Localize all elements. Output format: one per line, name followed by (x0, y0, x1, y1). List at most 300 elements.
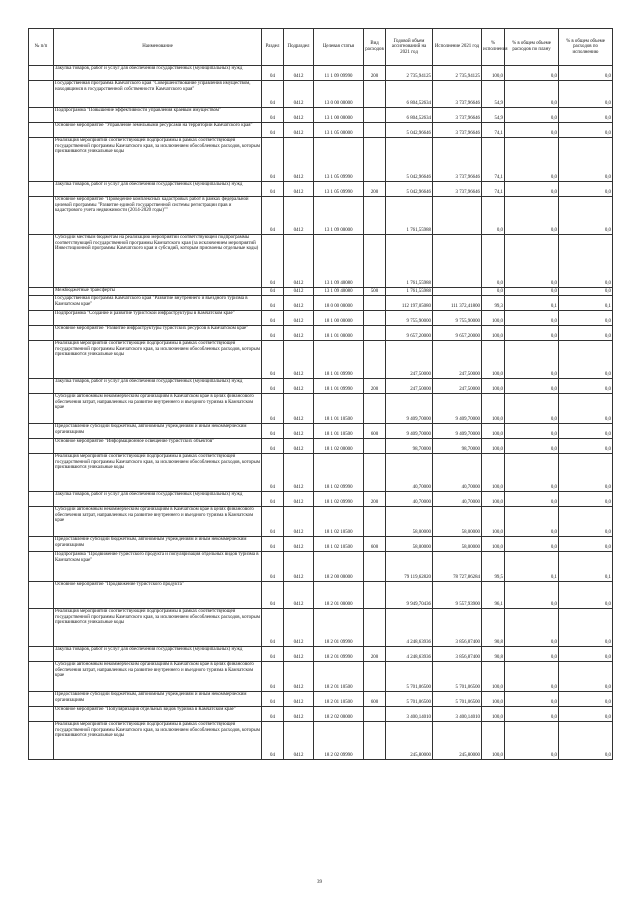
cell-vr (364, 582, 386, 609)
cell-num (29, 552, 54, 582)
cell-csr: 13 1 00 00000 (314, 108, 364, 123)
cell-razdel: 04 (262, 108, 284, 123)
cell-name: Предоставление субсидий бюджетным, автономным учреждениям и иным некоммерческим организациям (54, 537, 262, 552)
table-row (29, 123, 613, 138)
cell-pct-plan: 0,0 (505, 66, 559, 81)
cell-name: Реализация мероприятий соответствующей подпрограммы в рамках соответствующей государственной программы Камчатского края, за исключением обособленных расходов, которым присваиваются уникальные коды (54, 138, 262, 182)
cell-pct-plan: 0,0 (505, 722, 559, 760)
cell-plan: 6 804,52634 (386, 108, 433, 123)
cell-csr: 13 0 00 00000 (314, 81, 364, 108)
cell-num (29, 707, 54, 722)
cell-pct-plan: 0,0 (505, 582, 559, 609)
cell-podrazdel: 0412 (284, 326, 314, 341)
cell-plan: 79 119,62820 (386, 552, 433, 582)
cell-podrazdel: 0412 (284, 66, 314, 81)
cell-name: Закупка товаров, работ и услуг для обеспечения государственных (муниципальных) нужд (54, 182, 262, 197)
cell-plan: 58,00000 (386, 507, 433, 537)
cell-fact: 3 856,87400 (433, 647, 482, 662)
table-row (29, 66, 613, 81)
cell-pct: 100,0 (482, 379, 505, 394)
cell-csr: 18 2 01 10500 (314, 692, 364, 707)
cell-pct: 100,0 (482, 439, 505, 454)
cell-fact: 3 737,96646 (433, 123, 482, 138)
cell-name: Основное мероприятие "Популяризация отдельных видов туризма в Камчатском крае" (54, 707, 262, 722)
cell-fact: 40,70000 (433, 454, 482, 492)
cell-pct-exec: 0,0 (559, 326, 613, 341)
cell-pct-exec: 0,0 (559, 311, 613, 326)
cell-name: Межбюджетные трансферты (54, 288, 262, 296)
cell-razdel: 04 (262, 647, 284, 662)
cell-fact: 5 701,06500 (433, 662, 482, 692)
cell-num (29, 296, 54, 311)
cell-fact: 9 409,70000 (433, 394, 482, 424)
cell-pct: 100,0 (482, 707, 505, 722)
cell-razdel: 04 (262, 288, 284, 296)
cell-plan: 40,70000 (386, 454, 433, 492)
cell-podrazdel: 0412 (284, 81, 314, 108)
cell-podrazdel: 0412 (284, 182, 314, 197)
cell-razdel: 04 (262, 66, 284, 81)
cell-plan: 98,70000 (386, 439, 433, 454)
cell-podrazdel: 0412 (284, 722, 314, 760)
table-row (29, 424, 613, 439)
cell-csr: 18 2 01 10500 (314, 662, 364, 692)
cell-pct: 90,8 (482, 647, 505, 662)
cell-plan: 1 761,55988 (386, 235, 433, 288)
cell-podrazdel: 0412 (284, 424, 314, 439)
cell-csr: 18 1 02 09990 (314, 492, 364, 507)
cell-num (29, 66, 54, 81)
cell-pct-plan: 0,0 (505, 81, 559, 108)
cell-pct: 74,1 (482, 138, 505, 182)
cell-fact: 245,80000 (433, 722, 482, 760)
cell-plan: 5 701,06500 (386, 662, 433, 692)
cell-vr: 500 (364, 288, 386, 296)
table-row (29, 454, 613, 492)
cell-name: Реализация мероприятий соответствующей подпрограммы в рамках соответствующей государственной программы Камчатского края, за исключением обособленных расходов, которым присваиваются уникальные коды (54, 722, 262, 760)
cell-pct-exec: 0,0 (559, 454, 613, 492)
cell-fact: 3 737,96646 (433, 108, 482, 123)
cell-pct-exec: 0,0 (559, 647, 613, 662)
cell-pct-exec: 0,0 (559, 692, 613, 707)
cell-podrazdel: 0412 (284, 454, 314, 492)
table-row (29, 439, 613, 454)
cell-podrazdel: 0412 (284, 647, 314, 662)
table-row (29, 582, 613, 609)
cell-name: Закупка товаров, работ и услуг для обеспечения государственных (муниципальных) нужд (54, 492, 262, 507)
cell-plan: 9 409,70000 (386, 394, 433, 424)
table-row (29, 108, 613, 123)
cell-csr: 18 1 00 00000 (314, 311, 364, 326)
cell-csr: 13 1 05 09990 (314, 182, 364, 197)
cell-podrazdel: 0412 (284, 609, 314, 647)
cell-name: Субсидии автономным некоммерческим организациям в Камчатском крае в целях финансового обеспечения затрат, направленных на развитие внутреннего и въездного туризма в Камчатском крае (54, 662, 262, 692)
cell-csr: 18 1 01 10500 (314, 424, 364, 439)
cell-pct-exec: 0,0 (559, 394, 613, 424)
cell-pct: 99,3 (482, 296, 505, 311)
cell-pct: 54,9 (482, 108, 505, 123)
cell-pct-exec: 0,0 (559, 507, 613, 537)
cell-vr (364, 552, 386, 582)
cell-razdel: 04 (262, 582, 284, 609)
cell-num (29, 311, 54, 326)
cell-fact: 247,50000 (433, 379, 482, 394)
cell-name: Основное мероприятие "Продвижение туристского продукта" (54, 582, 262, 609)
cell-podrazdel: 0412 (284, 692, 314, 707)
cell-num (29, 692, 54, 707)
cell-num (29, 379, 54, 394)
cell-pct-plan: 0,0 (505, 507, 559, 537)
cell-csr: 18 2 01 09990 (314, 647, 364, 662)
cell-vr (364, 454, 386, 492)
cell-razdel: 04 (262, 454, 284, 492)
cell-podrazdel: 0412 (284, 235, 314, 288)
cell-pct-exec: 0,0 (559, 182, 613, 197)
cell-vr (364, 138, 386, 182)
cell-pct-exec: 0,0 (559, 707, 613, 722)
cell-pct: 100,0 (482, 722, 505, 760)
cell-razdel: 04 (262, 609, 284, 647)
cell-fact (433, 235, 482, 288)
cell-pct-plan: 0,0 (505, 341, 559, 379)
table-row (29, 326, 613, 341)
cell-razdel: 04 (262, 341, 284, 379)
table-row (29, 235, 613, 288)
cell-podrazdel: 0412 (284, 507, 314, 537)
cell-podrazdel: 0412 (284, 311, 314, 326)
cell-csr: 18 1 02 10500 (314, 537, 364, 552)
cell-pct-exec: 0,0 (559, 288, 613, 296)
cell-vr: 200 (364, 492, 386, 507)
cell-podrazdel: 0412 (284, 662, 314, 692)
cell-razdel: 04 (262, 662, 284, 692)
table-row (29, 379, 613, 394)
header-pct: % исполнения (482, 29, 505, 66)
cell-pct: 0,0 (482, 197, 505, 235)
table-row (29, 722, 613, 760)
cell-num (29, 722, 54, 760)
cell-csr: 18 0 00 00000 (314, 296, 364, 311)
cell-podrazdel: 0412 (284, 138, 314, 182)
cell-podrazdel: 0412 (284, 197, 314, 235)
table-row (29, 138, 613, 182)
cell-vr (364, 197, 386, 235)
cell-pct: 100,0 (482, 326, 505, 341)
cell-pct: 100,0 (482, 492, 505, 507)
cell-razdel: 04 (262, 138, 284, 182)
cell-plan: 2 735,94125 (386, 66, 433, 81)
cell-vr (364, 609, 386, 647)
cell-csr: 18 1 01 09990 (314, 341, 364, 379)
cell-num (29, 582, 54, 609)
cell-csr: 18 1 01 00000 (314, 326, 364, 341)
table-row (29, 537, 613, 552)
cell-num (29, 507, 54, 537)
cell-plan: 40,70000 (386, 492, 433, 507)
header-fact: Исполнение 2021 год (433, 29, 482, 66)
cell-plan: 4 248,63936 (386, 609, 433, 647)
cell-fact: 5 701,06500 (433, 692, 482, 707)
cell-vr (364, 123, 386, 138)
cell-pct: 100,0 (482, 394, 505, 424)
cell-pct-exec: 0,0 (559, 492, 613, 507)
cell-num (29, 197, 54, 235)
cell-vr: 600 (364, 692, 386, 707)
cell-pct: 100,0 (482, 424, 505, 439)
cell-razdel: 04 (262, 197, 284, 235)
cell-pct: 54,9 (482, 81, 505, 108)
cell-fact: 247,50000 (433, 341, 482, 379)
table-row (29, 296, 613, 311)
cell-podrazdel: 0412 (284, 439, 314, 454)
cell-csr: 18 2 02 09990 (314, 722, 364, 760)
cell-podrazdel: 0412 (284, 582, 314, 609)
cell-pct-plan: 0,0 (505, 235, 559, 288)
cell-name: Основное мероприятие "Проведение комплексных кадастровых работ в рамках федеральной целевой программы "Развитие единой государственной системы регистрации прав и кадастрового учета недвижимости (2014-2020 годы)"" (54, 197, 262, 235)
cell-csr: 18 1 02 00000 (314, 439, 364, 454)
cell-num (29, 288, 54, 296)
cell-pct-plan: 0,0 (505, 537, 559, 552)
cell-vr: 200 (364, 379, 386, 394)
cell-num (29, 235, 54, 288)
cell-pct-exec: 0,0 (559, 439, 613, 454)
cell-razdel: 04 (262, 326, 284, 341)
cell-fact: 9 557,93900 (433, 582, 482, 609)
cell-num (29, 424, 54, 439)
cell-vr: 200 (364, 66, 386, 81)
table-header-row (29, 29, 613, 66)
cell-fact: 111 372,41800 (433, 296, 482, 311)
cell-razdel: 04 (262, 424, 284, 439)
cell-pct: 100,0 (482, 507, 505, 537)
cell-num (29, 454, 54, 492)
cell-pct-plan: 0,0 (505, 394, 559, 424)
page-number: 39 (317, 880, 322, 885)
cell-plan: 1 761,55988 (386, 197, 433, 235)
cell-csr: 13 1 05 00000 (314, 123, 364, 138)
cell-pct: 0,0 (482, 235, 505, 288)
table-row (29, 707, 613, 722)
cell-vr (364, 81, 386, 108)
cell-vr (364, 507, 386, 537)
cell-fact: 3 737,96646 (433, 182, 482, 197)
cell-razdel: 04 (262, 379, 284, 394)
cell-num (29, 647, 54, 662)
cell-pct: 100,0 (482, 311, 505, 326)
cell-pct-plan: 0,0 (505, 379, 559, 394)
cell-name: Субсидии автономным некоммерческим организациям в Камчатском крае в целях финансового обеспечения затрат, направленных на развитие внутреннего и въездного туризма в Камчатском крае (54, 507, 262, 537)
cell-csr: 13 1 09 40080 (314, 235, 364, 288)
cell-csr: 13 1 09 00000 (314, 197, 364, 235)
cell-fact: 2 735,94125 (433, 66, 482, 81)
cell-vr (364, 707, 386, 722)
table-row (29, 341, 613, 379)
header-csr: Целевая статья (314, 29, 364, 66)
table-row (29, 311, 613, 326)
cell-podrazdel: 0412 (284, 296, 314, 311)
cell-vr: 200 (364, 182, 386, 197)
cell-fact: 9 755,90000 (433, 311, 482, 326)
cell-name: Реализация мероприятий соответствующей подпрограммы в рамках соответствующей государственной программы Камчатского края, за исключением обособленных расходов, которым присваиваются уникальные коды (54, 454, 262, 492)
cell-pct-exec: 0,0 (559, 235, 613, 288)
cell-pct-exec: 0,1 (559, 552, 613, 582)
cell-name: Подпрограмма "Продвижение туристского продукта и популяризация отдельных видов туризма в Камчатском крае" (54, 552, 262, 582)
cell-pct: 100,0 (482, 692, 505, 707)
cell-pct: 100,0 (482, 66, 505, 81)
cell-razdel: 04 (262, 707, 284, 722)
cell-name: Государственная программа Камчатского края "Развитие внутреннего и въездного туризма в Камчатском крае" (54, 296, 262, 311)
cell-vr (364, 108, 386, 123)
cell-name: Основное мероприятие "Управление земельными ресурсами на территории Камчатского края" (54, 123, 262, 138)
cell-vr (364, 394, 386, 424)
cell-csr: 18 2 02 00000 (314, 707, 364, 722)
cell-name: Подпрограмма "Создание и развитие туристской инфраструктуры в Камчатском крае" (54, 311, 262, 326)
cell-fact: 3 400,14010 (433, 707, 482, 722)
cell-pct-exec: 0,0 (559, 341, 613, 379)
cell-plan: 5 042,96646 (386, 123, 433, 138)
cell-pct-plan: 0,0 (505, 182, 559, 197)
cell-name: Реализация мероприятий соответствующей подпрограммы в рамках соответствующей государственной программы Камчатского края, за исключением обособленных расходов, которым присваиваются уникальные коды (54, 341, 262, 379)
header-name: Наименование (54, 29, 262, 66)
cell-num (29, 138, 54, 182)
cell-num (29, 326, 54, 341)
cell-pct-plan: 0,0 (505, 138, 559, 182)
cell-plan: 9 409,70000 (386, 424, 433, 439)
cell-pct: 100,0 (482, 454, 505, 492)
cell-pct-plan: 0,0 (505, 424, 559, 439)
cell-plan: 3 400,14010 (386, 707, 433, 722)
header-plan: Годовой объем ассигнований на 2021 год (386, 29, 433, 66)
table-row (29, 288, 613, 296)
cell-pct: 96,1 (482, 582, 505, 609)
cell-fact: 3 856,87400 (433, 609, 482, 647)
cell-csr: 13 1 09 40080 (314, 288, 364, 296)
cell-name: Основное мероприятие "Информационное освещение туристских объектов" (54, 439, 262, 454)
cell-plan: 247,50000 (386, 341, 433, 379)
cell-fact (433, 197, 482, 235)
cell-podrazdel: 0412 (284, 394, 314, 424)
cell-razdel: 04 (262, 492, 284, 507)
cell-pct: 0,0 (482, 288, 505, 296)
cell-csr: 18 2 01 09990 (314, 609, 364, 647)
cell-podrazdel: 0412 (284, 288, 314, 296)
cell-fact: 78 727,86284 (433, 552, 482, 582)
cell-vr: 200 (364, 647, 386, 662)
header-pct-exec: % в общем объеме расходов по исполнению (559, 29, 613, 66)
cell-razdel: 04 (262, 692, 284, 707)
cell-podrazdel: 0412 (284, 123, 314, 138)
cell-pct: 90,8 (482, 609, 505, 647)
header-vr: Вид расходов (364, 29, 386, 66)
cell-pct-exec: 0,1 (559, 296, 613, 311)
header-pct-plan: % в общем объеме расходов по плану (505, 29, 559, 66)
cell-pct-plan: 0,0 (505, 609, 559, 647)
cell-num (29, 537, 54, 552)
cell-vr: 600 (364, 424, 386, 439)
cell-pct-plan: 0,1 (505, 552, 559, 582)
cell-pct-exec: 0,0 (559, 66, 613, 81)
cell-num (29, 182, 54, 197)
cell-pct-exec: 0,0 (559, 138, 613, 182)
cell-name: Закупка товаров, работ и услуг для обеспечения государственных (муниципальных) нужд (54, 647, 262, 662)
cell-plan: 245,80000 (386, 722, 433, 760)
cell-pct: 99,5 (482, 552, 505, 582)
cell-pct-plan: 0,0 (505, 326, 559, 341)
cell-num (29, 609, 54, 647)
cell-name: Субсидии местным бюджетам на реализацию мероприятий соответствующей подпрограммы соответствующей государственной программы Камчатского края (за исключением мероприятий Инвестиционной программы Камчатского края и субсидий, которым присвоены отдельные коды) (54, 235, 262, 288)
cell-pct-exec: 0,0 (559, 379, 613, 394)
table-row (29, 197, 613, 235)
cell-vr (364, 296, 386, 311)
cell-vr (364, 722, 386, 760)
cell-num (29, 341, 54, 379)
cell-name: Реализация мероприятий соответствующей подпрограммы в рамках соответствующей государственной программы Камчатского края, за исключением обособленных расходов, которым присваиваются уникальные коды (54, 609, 262, 647)
table-row (29, 692, 613, 707)
cell-podrazdel: 0412 (284, 537, 314, 552)
cell-csr: 18 1 02 09990 (314, 454, 364, 492)
cell-name: Закупка товаров, работ и услуг для обеспечения государственных (муниципальных) нужд (54, 379, 262, 394)
cell-pct-exec: 0,0 (559, 609, 613, 647)
cell-pct-plan: 0,1 (505, 296, 559, 311)
table-row (29, 394, 613, 424)
cell-pct-exec: 0,0 (559, 123, 613, 138)
cell-vr (364, 341, 386, 379)
cell-vr (364, 439, 386, 454)
cell-razdel: 04 (262, 722, 284, 760)
cell-pct: 74,1 (482, 123, 505, 138)
table-row (29, 647, 613, 662)
cell-fact: 9 657,20000 (433, 326, 482, 341)
cell-razdel: 04 (262, 552, 284, 582)
cell-num (29, 439, 54, 454)
cell-fact: 9 409,70000 (433, 424, 482, 439)
cell-name: Закупка товаров, работ и услуг для обеспечения государственных (муниципальных) нужд (54, 66, 262, 81)
cell-num (29, 108, 54, 123)
cell-plan: 4 248,63936 (386, 647, 433, 662)
cell-csr: 18 1 01 09990 (314, 379, 364, 394)
cell-podrazdel: 0412 (284, 108, 314, 123)
cell-fact: 3 737,96646 (433, 138, 482, 182)
cell-csr: 11 1 09 09990 (314, 66, 364, 81)
cell-pct-plan: 0,0 (505, 123, 559, 138)
cell-pct-exec: 0,0 (559, 722, 613, 760)
cell-pct-plan: 0,0 (505, 662, 559, 692)
cell-pct-exec: 0,0 (559, 81, 613, 108)
cell-pct-plan: 0,0 (505, 439, 559, 454)
cell-pct-exec: 0,0 (559, 424, 613, 439)
cell-razdel: 04 (262, 394, 284, 424)
header-num: № п/п (29, 29, 54, 66)
cell-vr (364, 662, 386, 692)
table-row (29, 552, 613, 582)
cell-podrazdel: 0412 (284, 341, 314, 379)
cell-num (29, 81, 54, 108)
cell-pct-plan: 0,0 (505, 692, 559, 707)
cell-razdel: 04 (262, 123, 284, 138)
cell-podrazdel: 0412 (284, 492, 314, 507)
cell-pct-plan: 0,0 (505, 197, 559, 235)
cell-plan: 5 701,06500 (386, 692, 433, 707)
cell-fact: 58,00000 (433, 507, 482, 537)
cell-pct-plan: 0,0 (505, 108, 559, 123)
table-row (29, 81, 613, 108)
table-row (29, 507, 613, 537)
cell-name: Предоставление субсидий бюджетным, автономным учреждениям и иным некоммерческим организациям (54, 424, 262, 439)
cell-plan: 9 755,90000 (386, 311, 433, 326)
table-body (29, 66, 613, 760)
cell-name: Подпрограмма "Повышение эффективности управления краевым имуществом" (54, 108, 262, 123)
cell-num (29, 394, 54, 424)
